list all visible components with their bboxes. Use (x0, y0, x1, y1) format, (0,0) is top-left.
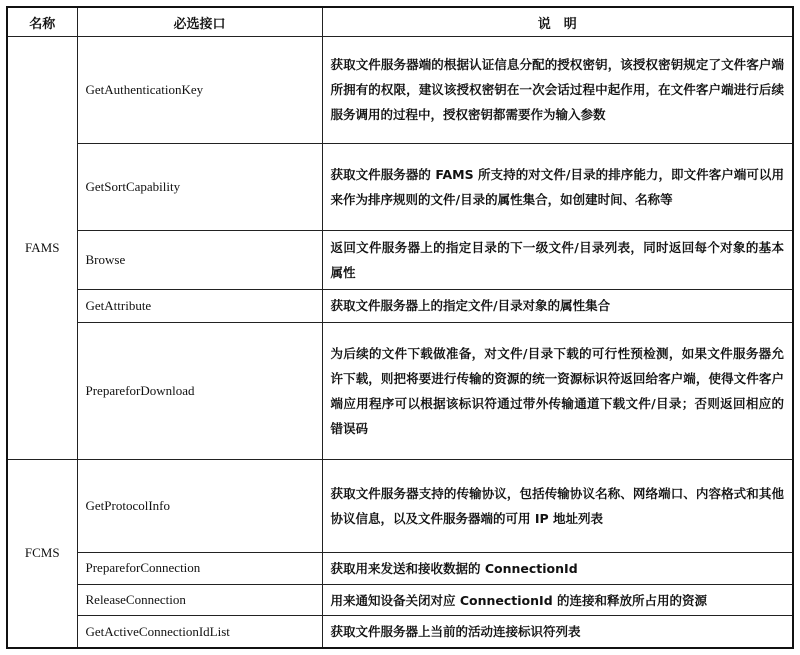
table-row (7, 552, 793, 584)
group-name-fams: FAMS (7, 37, 77, 460)
table-row (7, 459, 793, 552)
header-name: 名称 (7, 7, 77, 37)
table-row (7, 322, 793, 459)
description-get-attribute: 获取文件服务器上的指定文件/目录对象的属性集合 (322, 290, 793, 322)
table-row (7, 37, 793, 144)
description-get-protocol-info: 获取文件服务器支持的传输协议，包括传输协议名称、网络端口、内容格式和其他协议信息，以及文件服务器端的可用 IP 地址列表 (322, 459, 793, 552)
description-get-sort-capability: 获取文件服务器的 FAMS 所支持的对文件/目录的排序能力，即文件客户端可以用来作为排序规则的文件/目录的属性集合，如创建时间、名称等 (322, 143, 793, 230)
interface-browse: Browse (77, 230, 322, 290)
table-row (7, 584, 793, 615)
table-row (7, 290, 793, 322)
table-row (7, 143, 793, 230)
description-get-authentication-key: 获取文件服务器端的根据认证信息分配的授权密钥，该授权密钥规定了文件客户端所拥有的权限，建议该授权密钥在一次会话过程中起作用，在文件客户端进行后续服务调用的过程中，授权密钥都需要作为输入参数 (322, 37, 793, 144)
description-release-connection: 用来通知设备关闭对应 ConnectionId 的连接和释放所占用的资源 (322, 584, 793, 615)
interface-get-sort-capability: GetSortCapability (77, 143, 322, 230)
description-prepare-for-download: 为后续的文件下载做准备，对文件/目录下载的可行性预检测，如果文件服务器允许下载，则把将要进行传输的资源的统一资源标识符返回给客户端，使得文件客户端应用程序可以根据该标识符通过带外传输通道下载文件/目录；否则返回相应的错误码 (322, 322, 793, 459)
interface-prepare-for-connection: PrepareforConnection (77, 552, 322, 584)
header-row (7, 7, 793, 37)
description-get-active-connection-id-list: 获取文件服务器上当前的活动连接标识符列表 (322, 616, 793, 648)
interface-prepare-for-download: PrepareforDownload (77, 322, 322, 459)
group-name-fcms: FCMS (7, 459, 77, 648)
header-description: 说 明 (322, 7, 793, 37)
description-prepare-for-connection: 获取用来发送和接收数据的 ConnectionId (322, 552, 793, 584)
interface-get-active-connection-id-list: GetActiveConnectionIdList (77, 616, 322, 648)
interface-get-protocol-info: GetProtocolInfo (77, 459, 322, 552)
table-row (7, 230, 793, 290)
interface-table (6, 6, 794, 649)
table-row (7, 616, 793, 648)
description-browse: 返回文件服务器上的指定目录的下一级文件/目录列表，同时返回每个对象的基本属性 (322, 230, 793, 290)
interface-get-attribute: GetAttribute (77, 290, 322, 322)
interface-get-authentication-key: GetAuthenticationKey (77, 37, 322, 144)
interface-release-connection: ReleaseConnection (77, 584, 322, 615)
header-interface: 必选接口 (77, 7, 322, 37)
